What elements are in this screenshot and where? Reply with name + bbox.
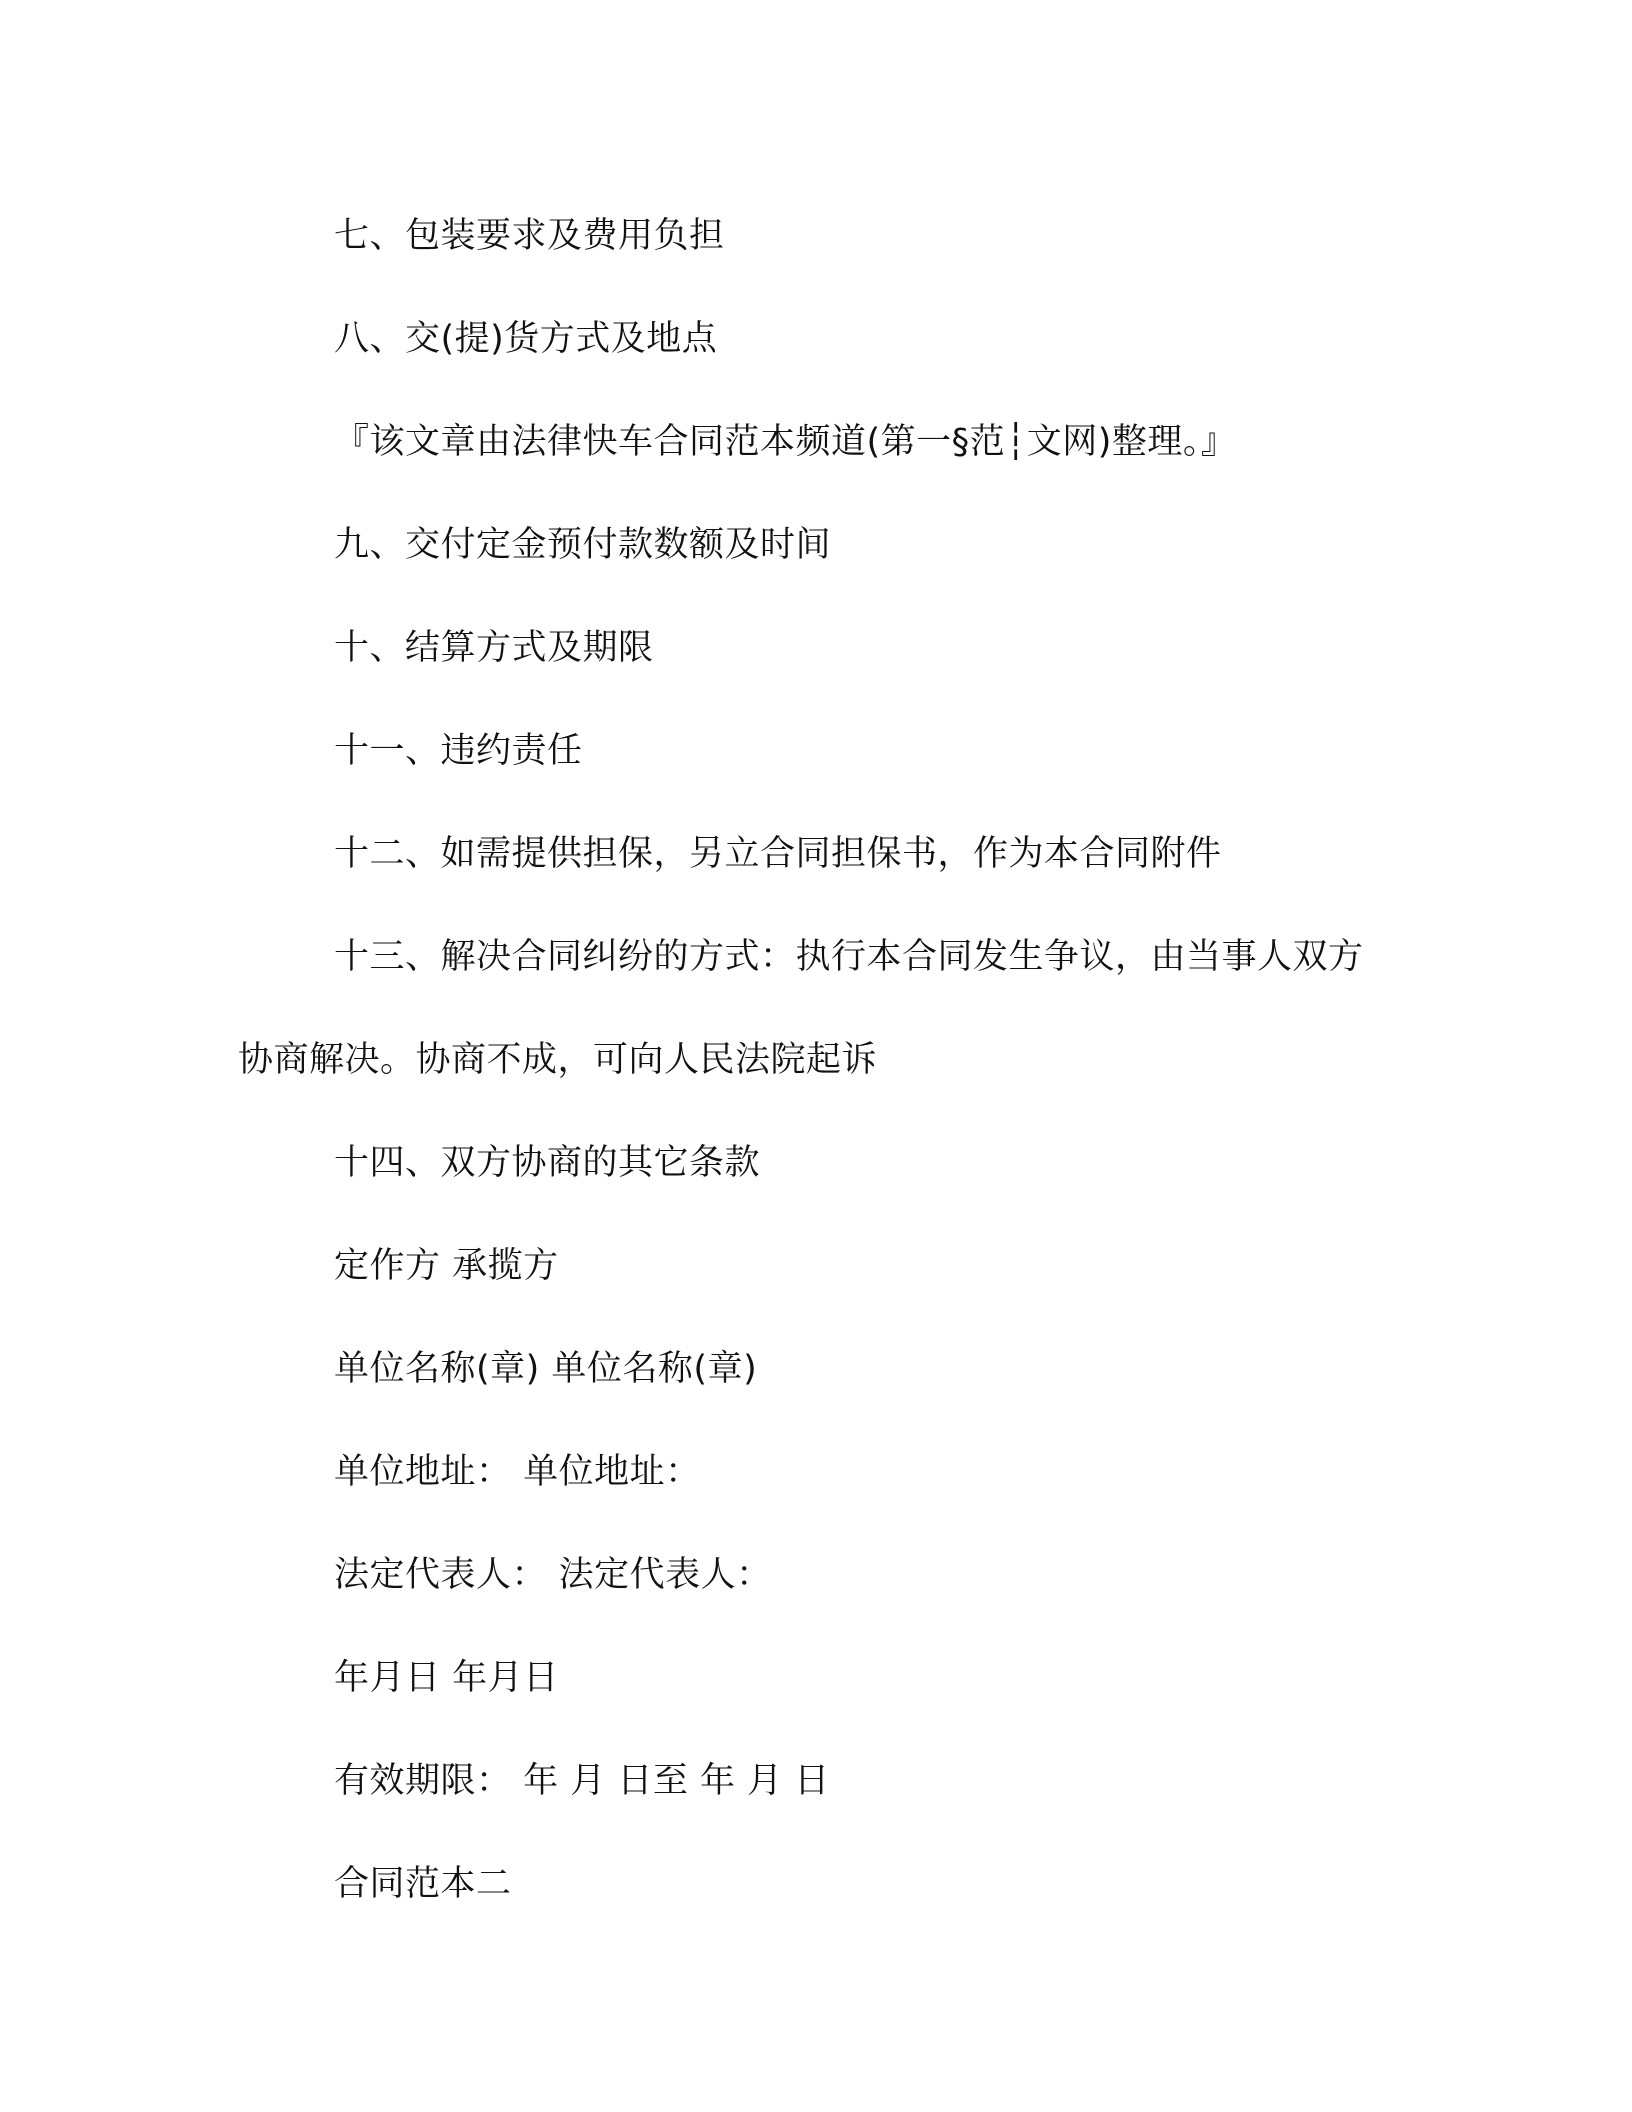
clause-11-liability: 十一、违约责任 (334, 731, 583, 771)
contract-template-two-heading: 合同范本二 (334, 1864, 512, 1904)
source-note: 『该文章由法律快车合同范本频道(第一§范┆文网)整理。』 (334, 422, 1237, 462)
legal-rep-line: 法定代表人： 法定代表人： (334, 1555, 772, 1595)
clause-7-packaging: 七、包装要求及费用负担 (334, 216, 725, 256)
unit-name-line: 单位名称(章) 单位名称(章) (334, 1349, 758, 1389)
clause-9-deposit: 九、交付定金预付款数额及时间 (334, 525, 832, 565)
clause-8-delivery: 八、交(提)货方式及地点 (334, 319, 718, 359)
clause-10-settlement: 十、结算方式及期限 (334, 628, 654, 668)
clause-14-other-terms: 十四、双方协商的其它条款 (334, 1143, 761, 1183)
validity-period-line: 有效期限： 年 月 日至 年 月 日 (334, 1761, 830, 1801)
document-body (238, 185, 1378, 1936)
party-labels: 定作方 承揽方 (334, 1246, 559, 1286)
date-line: 年月日 年月日 (334, 1658, 559, 1698)
clause-13-dispute: 十三、解决合同纠纷的方式：执行本合同发生争议，由当事人双方协商解决。协商不成，可向人民法院起诉 (238, 937, 1364, 1080)
unit-address-line: 单位地址： 单位地址： (334, 1452, 701, 1492)
clause-12-guarantee: 十二、如需提供担保，另立合同担保书，作为本合同附件 (334, 834, 1222, 874)
